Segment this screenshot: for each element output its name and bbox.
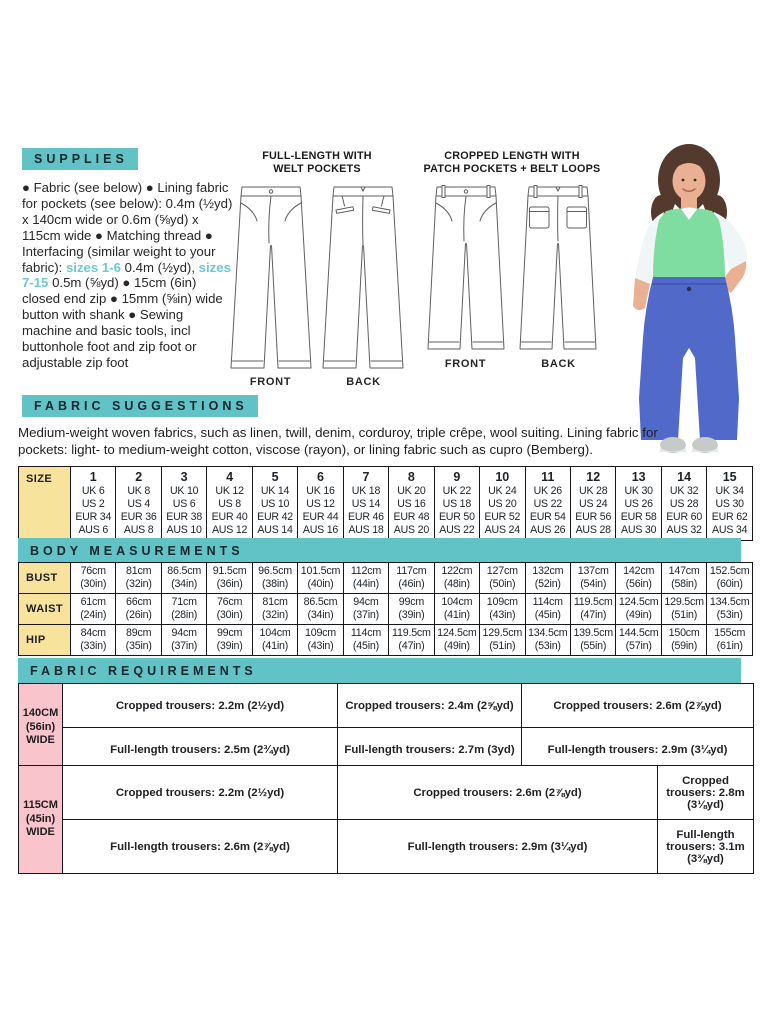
fabric-req-cell: Full-length trousers: 2.9m (3¼yd) xyxy=(338,820,658,874)
fabric-requirements-115cm-table xyxy=(18,765,754,874)
cropped-title-line1: CROPPED LENGTH WITH xyxy=(444,150,580,162)
fabric-req-cell: Cropped trousers: 2.4m (2⅝yd) xyxy=(338,684,522,728)
measurement-row xyxy=(19,563,753,594)
measurement-row-label: HIP xyxy=(19,625,71,656)
cropped-drawings xyxy=(423,183,601,355)
size-cell: 12 UK 28 US 24 EUR 56 AUS 28 xyxy=(570,467,615,541)
width-label-line: 140CM xyxy=(22,707,59,720)
measurement-cell: 94cm (37in) xyxy=(343,594,388,625)
cropped-title-line2: PATCH POCKETS + BELT LOOPS xyxy=(423,163,601,175)
size-cell: 4 UK 12 US 8 EUR 40 AUS 12 xyxy=(207,467,252,541)
measurement-cell: 84cm (33in) xyxy=(71,625,116,656)
fabric-width-140-label xyxy=(19,684,63,772)
cropped-title xyxy=(424,150,601,176)
measurement-cell: 96.5cm (38in) xyxy=(252,563,297,594)
measurement-cell: 91.5cm (36in) xyxy=(207,563,252,594)
fabric-requirements-140cm-table xyxy=(18,683,754,772)
width-label-line: (45in) xyxy=(25,812,56,825)
measurement-cell: 112cm (44in) xyxy=(343,563,388,594)
supplies-text xyxy=(22,180,236,371)
measurement-cell: 76cm (30in) xyxy=(71,563,116,594)
size-cell: 11 UK 26 US 22 EUR 54 AUS 26 xyxy=(525,467,570,541)
body-measurements-table xyxy=(18,562,753,656)
measurement-cell: 119.5cm (47in) xyxy=(570,594,615,625)
size-cell: 15 UK 34 US 30 EUR 62 AUS 34 xyxy=(707,467,753,541)
width-label-line: WIDE xyxy=(26,826,55,839)
measurement-cell: 152.5cm (60in) xyxy=(707,563,753,594)
back-label: BACK xyxy=(346,376,381,388)
size-cell: 3 UK 10 US 6 EUR 38 AUS 10 xyxy=(161,467,206,541)
measurement-cell: 124.5cm (49in) xyxy=(616,594,661,625)
full-length-title xyxy=(262,150,372,176)
full-length-drawings xyxy=(228,183,406,373)
measurement-cell: 134.5cm (53in) xyxy=(707,594,753,625)
measurement-row-label: WAIST xyxy=(19,594,71,625)
trousers-full-back-icon xyxy=(320,183,406,373)
width-label-line: 115CM xyxy=(23,799,58,812)
measurement-cell: 119.5cm (47in) xyxy=(389,625,434,656)
measurement-row xyxy=(19,594,753,625)
measurement-cell: 114cm (45in) xyxy=(525,594,570,625)
measurement-cell: 134.5cm (53in) xyxy=(525,625,570,656)
full-length-view-labels xyxy=(224,376,410,388)
measurement-cell: 129.5cm (51in) xyxy=(661,594,706,625)
fabric-req-cell: Cropped trousers: 2.2m (2½yd) xyxy=(63,766,338,820)
fabric-requirements-title: FABRIC REQUIREMENTS xyxy=(18,658,741,684)
measurement-cell: 137cm (54in) xyxy=(570,563,615,594)
measurement-cell: 109cm (43in) xyxy=(298,625,343,656)
measurement-cell: 114cm (45in) xyxy=(343,625,388,656)
size-cell: 6 UK 16 US 12 EUR 44 AUS 16 xyxy=(298,467,343,541)
measurement-cell: 104cm (41in) xyxy=(434,594,479,625)
measurement-cell: 122cm (48in) xyxy=(434,563,479,594)
measurement-cell: 139.5cm (55in) xyxy=(570,625,615,656)
supplies-title: SUPPLIES xyxy=(22,148,138,170)
measurement-cell: 94cm (37in) xyxy=(161,625,206,656)
measurement-cell: 99cm (39in) xyxy=(389,594,434,625)
fabric-width-115-label xyxy=(19,766,63,874)
measurement-cell: 76cm (30in) xyxy=(207,594,252,625)
measurement-cell: 101.5cm (40in) xyxy=(298,563,343,594)
measurement-cell: 71cm (28in) xyxy=(161,594,206,625)
measurement-cell: 81cm (32in) xyxy=(116,563,161,594)
trousers-full-front-icon xyxy=(228,183,314,373)
full-length-title-line2: WELT POCKETS xyxy=(273,163,361,175)
measurement-cell: 142cm (56in) xyxy=(616,563,661,594)
supplies-text-part: ● Fabric (see below) ● Lining fabric for pockets (see below): 0.4m (½yd) x 140cm wide or 0.6m (⅝yd) x 115cm wide ● Matching thread ● Interfacing (similar weight to your fabric): xyxy=(22,180,233,275)
trousers-cropped-back-icon xyxy=(515,183,601,355)
size-table xyxy=(18,466,753,541)
measurement-cell: 61cm (24in) xyxy=(71,594,116,625)
size-cell: 1 UK 6 US 2 EUR 34 AUS 6 xyxy=(71,467,116,541)
fabric-req-cell: Cropped trousers: 2.6m (2⅞yd) xyxy=(338,766,658,820)
width-label-line: (56in) xyxy=(25,720,56,733)
fabric-req-cell: Full-length trousers: 2.7m (3yd) xyxy=(338,728,522,772)
size-cell: 5 UK 14 US 10 EUR 42 AUS 14 xyxy=(252,467,297,541)
fabric-req-cell: Full-length trousers: 3.1m (3⅜yd) xyxy=(658,820,754,874)
measurement-row-label: BUST xyxy=(19,563,71,594)
front-label: FRONT xyxy=(444,358,487,370)
size-cell: 10 UK 24 US 20 EUR 52 AUS 24 xyxy=(480,467,525,541)
measurement-cell: 150cm (59in) xyxy=(661,625,706,656)
front-label: FRONT xyxy=(249,376,292,388)
measurement-cell: 132cm (52in) xyxy=(525,563,570,594)
measurement-cell: 86.5cm (34in) xyxy=(298,594,343,625)
measurement-cell: 86.5cm (34in) xyxy=(161,563,206,594)
size-cell: 7 UK 18 US 14 EUR 46 AUS 18 xyxy=(343,467,388,541)
measurement-cell: 117cm (46in) xyxy=(389,563,434,594)
measurement-cell: 104cm (41in) xyxy=(252,625,297,656)
cropped-view-labels xyxy=(419,358,605,370)
measurement-cell: 89cm (35in) xyxy=(116,625,161,656)
fabric-req-cell: Full-length trousers: 2.5m (2¾yd) xyxy=(63,728,338,772)
width-label-line: WIDE xyxy=(26,734,55,747)
fabric-suggestions-text: Medium-weight woven fabrics, such as linen, twill, denim, corduroy, triple crêpe, wool suiting. Lining fabric for pockets: light- to medium-weight cotton, viscose (rayon), or lining fabric such as cupro (Bemberg). xyxy=(18,425,658,458)
full-length-title-line1: FULL-LENGTH WITH xyxy=(262,150,372,162)
technical-drawing-full-length xyxy=(224,150,410,388)
technical-drawing-cropped xyxy=(419,150,605,370)
fabric-req-cell: Full-length trousers: 2.9m (3¼yd) xyxy=(522,728,754,772)
measurement-cell: 124.5cm (49in) xyxy=(434,625,479,656)
size-cell: 14 UK 32 US 28 EUR 60 AUS 32 xyxy=(661,467,706,541)
back-label: BACK xyxy=(541,358,576,370)
measurement-cell: 109cm (43in) xyxy=(480,594,525,625)
size-table-header: SIZE xyxy=(19,467,71,541)
measurement-cell: 66cm (26in) xyxy=(116,594,161,625)
fabric-req-cell: Cropped trousers: 2.2m (2½yd) xyxy=(63,684,338,728)
body-measurements-title: BODY MEASUREMENTS xyxy=(18,538,741,564)
measurement-cell: 155cm (61in) xyxy=(707,625,753,656)
fabric-suggestions-title: FABRIC SUGGESTIONS xyxy=(22,395,258,417)
measurement-cell: 147cm (58in) xyxy=(661,563,706,594)
size-cell: 2 UK 8 US 4 EUR 36 AUS 8 xyxy=(116,467,161,541)
measurement-cell: 99cm (39in) xyxy=(207,625,252,656)
size-cell: 8 UK 20 US 16 EUR 48 AUS 20 xyxy=(389,467,434,541)
measurement-row xyxy=(19,625,753,656)
measurement-cell: 127cm (50in) xyxy=(480,563,525,594)
measurement-cell: 129.5cm (51in) xyxy=(480,625,525,656)
fabric-req-cell: Full-length trousers: 2.6m (2⅞yd) xyxy=(63,820,338,874)
trousers-cropped-front-icon xyxy=(423,183,509,355)
measurement-cell: 144.5cm (57in) xyxy=(616,625,661,656)
fabric-req-cell: Cropped trousers: 2.8m (3⅛yd) xyxy=(658,766,754,820)
supplies-text-part: 0.5m (⅝yd) ● 15cm (6in) closed end zip ● 15mm (⅝in) wide button with shank ● Sewing machine and basic tools, incl buttonhole foot and zip foot or adjustable zip foot xyxy=(22,275,223,370)
measurement-cell: 81cm (32in) xyxy=(252,594,297,625)
size-cell: 13 UK 30 US 26 EUR 58 AUS 30 xyxy=(616,467,661,541)
size-cell: 9 UK 22 US 18 EUR 50 AUS 22 xyxy=(434,467,479,541)
fabric-req-cell: Cropped trousers: 2.6m (2⅞yd) xyxy=(522,684,754,728)
sizes-1-6-highlight: sizes 1-6 xyxy=(65,259,121,275)
model-photo xyxy=(592,136,768,458)
sizes-7-15-highlight: sizes 7-15 xyxy=(22,259,231,291)
supplies-text-part: 0.4m (½yd), xyxy=(120,259,199,275)
